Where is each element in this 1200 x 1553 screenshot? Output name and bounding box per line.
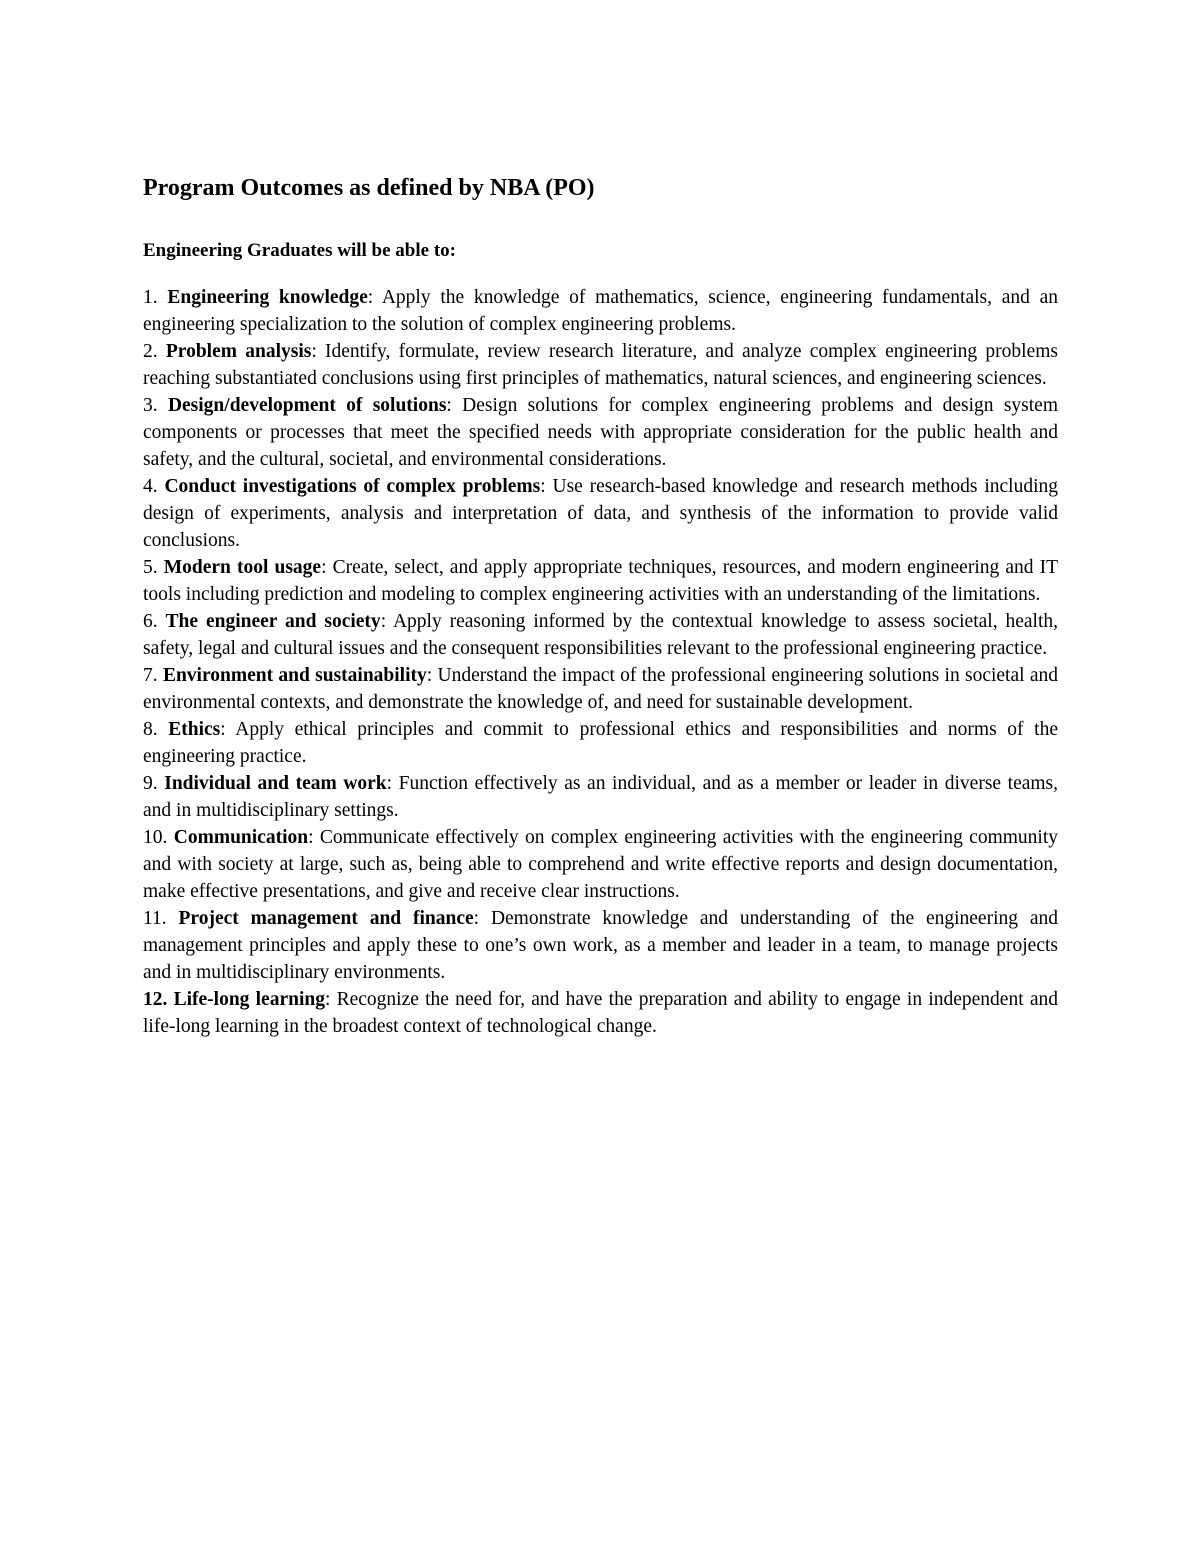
outcome-description: : Identify, formulate, review research literature, and analyze complex engineering problems reaching substantiated conclusions using first principles of mathematics, natural sciences, and engineering sciences. <box>143 341 1058 389</box>
outcome-item-3 <box>143 392 1058 473</box>
outcome-item-4 <box>143 473 1058 554</box>
outcome-description: : Communicate effectively on complex engineering activities with the engineering community and with society at large, such as, being able to comprehend and write effective reports and design documentation, make effective presentations, and give and receive clear instructions. <box>143 827 1059 902</box>
outcome-description: : Function effectively as an individual, and as a member or leader in diverse teams, and in multidisciplinary settings. <box>143 773 1059 821</box>
outcome-term: Conduct investigations of complex problems <box>164 476 541 497</box>
outcome-description: : Create, select, and apply appropriate techniques, resources, and modern engineering and IT tools including prediction and modeling to complex engineering activities with an understanding of the limitations. <box>143 557 1058 605</box>
outcome-number: 1. <box>143 287 158 308</box>
outcome-description: : Understand the impact of the professional engineering solutions in societal and environmental contexts, and demonstrate the knowledge of, and need for sustainable development. <box>143 665 1059 713</box>
outcome-item-6 <box>143 608 1058 662</box>
outcome-number: 9. <box>143 773 158 794</box>
outcome-item-11 <box>143 905 1058 986</box>
outcome-term: Project management and finance <box>178 908 474 929</box>
outcome-term: Problem analysis <box>165 341 312 362</box>
outcome-term: Engineering knowledge <box>167 287 368 308</box>
outcome-description: : Recognize the need for, and have the preparation and ability to engage in independent and life-long learning in the broadest context of technological change. <box>143 989 1058 1037</box>
outcome-description: : Apply reasoning informed by the contextual knowledge to assess societal, health, safety, legal and cultural issues and the consequent responsibilities relevant to the professional engineering practice. <box>143 611 1059 659</box>
outcome-number: 6. <box>143 611 158 632</box>
outcome-term: The engineer and society <box>165 611 381 632</box>
page-title: Program Outcomes as defined by NBA (PO) <box>143 175 595 201</box>
outcome-description: : Demonstrate knowledge and understanding of the engineering and management principles and apply these to one’s own work, as a member and leader in a team, to manage projects and in multidisciplinary environments. <box>143 908 1059 983</box>
outcome-term: Environment and sustainability <box>162 665 427 686</box>
outcome-number: 4. <box>143 476 158 497</box>
outcome-number: 11. <box>143 908 167 929</box>
section-subtitle: Engineering Graduates will be able to: <box>143 240 456 261</box>
outcome-item-5 <box>143 554 1058 608</box>
outcome-term: Individual and team work <box>164 773 387 794</box>
outcome-number: 2. <box>143 341 158 362</box>
outcome-description: : Apply the knowledge of mathematics, science, engineering fundamentals, and an engineering specialization to the solution of complex engineering problems. <box>143 287 1059 335</box>
outcome-description: : Apply ethical principles and commit to professional ethics and responsibilities and norms of the engineering practice. <box>143 719 1058 767</box>
outcome-item-8 <box>143 716 1058 770</box>
outcome-number: 10. <box>143 827 168 848</box>
outcome-item-9 <box>143 770 1058 824</box>
outcomes-list <box>143 284 1058 1040</box>
outcome-number: 7. <box>143 665 158 686</box>
document-page <box>143 172 1058 1040</box>
outcome-term: Life-long learning <box>173 989 325 1010</box>
outcome-item-7 <box>143 662 1058 716</box>
outcome-item-2 <box>143 338 1058 392</box>
outcome-number: 8. <box>143 719 158 740</box>
outcome-term: Communication <box>173 827 309 848</box>
outcome-item-12 <box>143 986 1058 1040</box>
outcome-item-10 <box>143 824 1058 905</box>
outcome-term: Ethics <box>168 719 221 740</box>
outcome-description: : Use research-based knowledge and research methods including design of experiments, analysis and interpretation of data, and synthesis of the information to provide valid conclusions. <box>143 476 1058 551</box>
outcome-term: Modern tool usage <box>163 557 322 578</box>
outcome-description: : Design solutions for complex engineering problems and design system components or processes that meet the specified needs with appropriate consideration for the public health and safety, and the cultural, societal, and environmental considerations. <box>143 395 1058 470</box>
outcome-number: 3. <box>143 395 158 416</box>
outcome-term: Design/development of solutions <box>167 395 447 416</box>
outcome-number: 5. <box>143 557 158 578</box>
outcome-item-1 <box>143 284 1058 338</box>
outcome-number: 12. <box>143 989 168 1010</box>
